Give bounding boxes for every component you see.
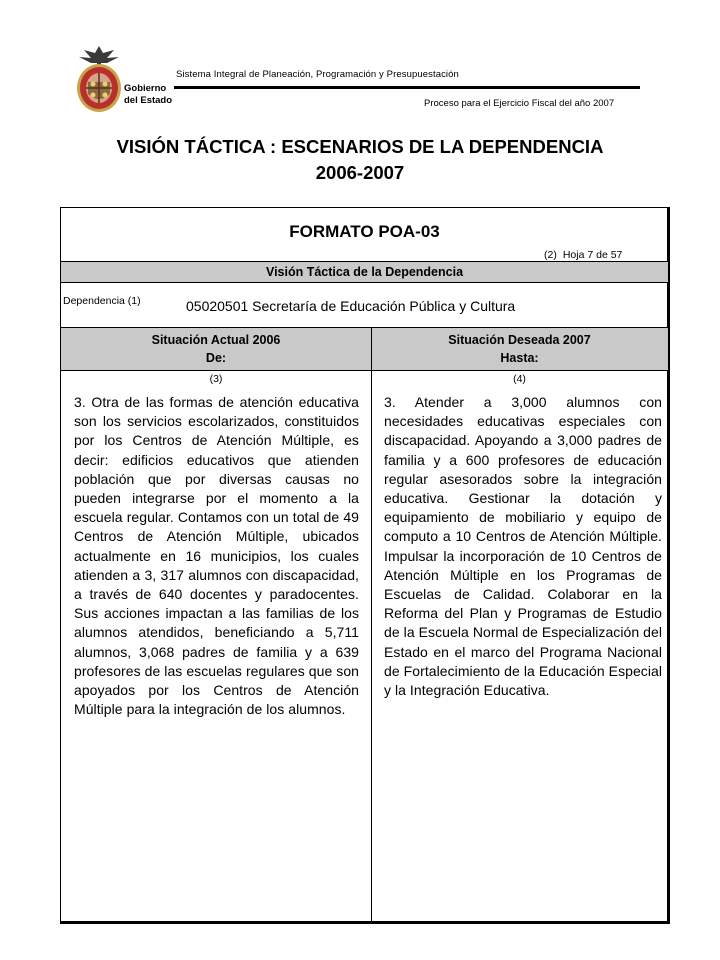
header-divider: [174, 86, 640, 89]
form-name: FORMATO POA-03: [289, 222, 440, 241]
shield-icon: [77, 64, 121, 112]
eagle-icon: [79, 46, 119, 66]
current-situation-heading: [61, 331, 371, 367]
page-counter-text: Hoja 7 de 57: [562, 249, 623, 261]
section-title: Visión Táctica de la Dependencia: [265, 265, 464, 279]
process-text: Proceso para el Ejercicio Fiscal del año 2007: [424, 98, 615, 109]
current-situation-title: Situación Actual 2006: [151, 333, 281, 347]
gobierno-line-1: Gobierno: [124, 83, 167, 94]
state-seal-logo: [74, 44, 124, 114]
current-situation-ref: (3): [209, 373, 223, 385]
system-title: Sistema Integral de Planeación, Programación y Presupuestación: [176, 69, 459, 80]
dependencia-value: 05020501 Secretaría de Educación Pública y Cultura: [186, 298, 516, 314]
form-frame-shadow-bottom: [60, 921, 670, 924]
dependencia-label: Dependencia (1): [63, 295, 141, 307]
desired-situation-heading: [371, 331, 668, 367]
column-divider: [371, 327, 372, 923]
gobierno-line-2: del Estado: [124, 95, 173, 106]
gobierno-label: [124, 83, 172, 107]
desired-situation-to: Hasta:: [500, 351, 539, 365]
desired-situation-title: Situación Deseada 2007: [448, 333, 591, 347]
current-situation-from: De:: [205, 351, 227, 365]
current-situation-text: 3. Otra de las formas de atención educativa son los servicios escolarizados, constituidos por los Centros de Atención Múltiple, es decir: edificios educativos que atienden población que por diversas causas no pueden integrarse por el momento a la escuela regular. Contamos con un total de 49 Centros de Atención Múltiple, ubicados actualmente en 16 municipios, los cuales atienden a 3, 317 alumnos con discapacidad, a través de 640 docentes y paradocentes. Sus acciones impactan a las familias de los alumnos atendidos, beneficiando a 5,711 alumnos, 3,068 padres de familia y a 639 profesores de las escuelas regulares que son apoyados por los Centros de Atención Múltiple para la integración de los alumnos.: [74, 394, 359, 718]
page-counter-ref: (2): [544, 249, 557, 261]
desired-situation-text: 3. Atender a 3,000 alumnos con necesidades educativas especiales con discapacidad. Apoyando a 3,000 padres de familia y a 600 profesores de educación regular asesorados sobre la integración educativa. Gestionar la dotación y equipamiento de mobiliario y equipo de computo a 10 Centros de Atención Múltiple. Impulsar la incorporación de 10 Centros de Atención Múltiple en los Programas de Escuelas de Calidad. Colaborar en la Reforma del Plan y Programas de Estudio de la Escuela Normal de Especialización del Estado en el marco del Programa Nacional de Fortalecimiento de la Educación Especial y la Integración Educativa.: [384, 394, 662, 699]
page-counter: [544, 249, 622, 261]
page-title: [40, 134, 680, 186]
section-title-band: [61, 261, 668, 283]
form-frame-shadow-right: [667, 207, 670, 923]
page-title-line-1: VISIÓN TÁCTICA : ESCENARIOS DE LA DEPENDENCIA: [116, 136, 604, 157]
desired-situation-ref: (4): [513, 373, 526, 385]
page-title-line-2: 2006-2007: [315, 162, 405, 183]
